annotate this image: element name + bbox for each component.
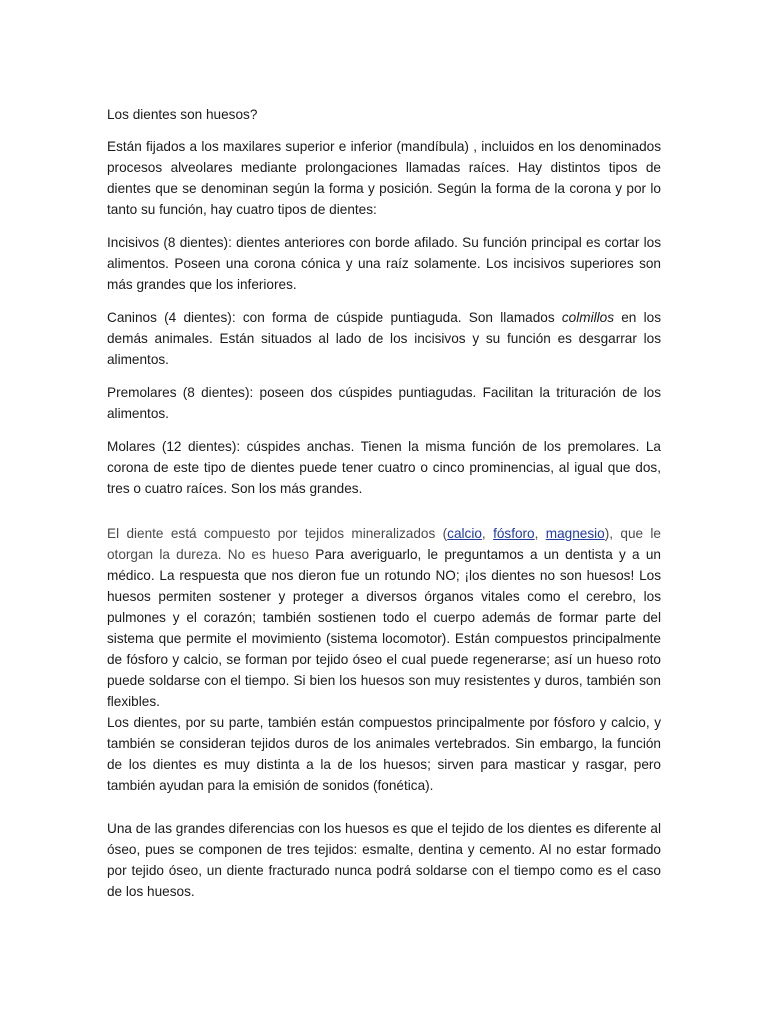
link-separator: ,: [481, 526, 494, 541]
composition-body: Para averiguarlo, le preguntamos a un dentista y a un médico. La respuesta que nos dieron fue un rotundo NO; ¡los dientes no son huesos! Los huesos permiten sostener y proteger a diversos órganos vitales como el cerebro, los pulmones y el corazón; también sostienen todo el cuerpo además de formar parte del sistema que permite el movimiento (sistema locomotor). Están compuestos principalmente de fósforo y calcio, se forman por tejido óseo el cual puede regenerarse; así un hueso roto puede soldarse con el tiempo. Si bien los huesos son muy resistentes y duros, también son flexibles.: [107, 547, 661, 709]
composition-close: ), que le otorgan la dureza. No es hueso: [107, 526, 661, 562]
link-separator: ,: [534, 526, 546, 541]
link-calcio[interactable]: calcio: [447, 526, 482, 541]
caninos-text: Caninos (4 dientes): con forma de cúspide puntiaguda. Son llamados: [107, 310, 562, 325]
composition-lead: El diente está compuesto por tejidos mineralizados (: [107, 526, 448, 541]
caninos-paragraph: [107, 307, 661, 370]
composition-paragraph: [107, 523, 661, 712]
molares-paragraph: Molares (12 dientes): cúspides anchas. Tienen la misma función de los premolares. La corona de este tipo de dientes puede tener cuatro o cinco prominencias, al igual que dos, tres o cuatro raíces. Son los más grandes.: [107, 439, 661, 496]
conclusion-paragraph: Una de las grandes diferencias con los huesos es que el tejido de los dientes es diferente al óseo, pues se componen de tres tejidos: esmalte, dentina y cemento. Al no estar formado por tejido óseo, un diente fracturado nunca podrá soldarse con el tiempo como es el caso de los huesos.: [107, 821, 661, 899]
link-fosforo[interactable]: fósforo: [493, 526, 535, 541]
premolares-paragraph: Premolares (8 dientes): poseen dos cúspides puntiagudas. Facilitan la trituración de los alimentos.: [107, 385, 661, 421]
document-title: Los dientes son huesos?: [107, 107, 258, 122]
document-page: [107, 104, 661, 902]
link-magnesio[interactable]: magnesio: [545, 526, 605, 541]
colmillos-term: colmillos: [561, 310, 614, 325]
teeth-composition-paragraph: Los dientes, por su parte, también están compuestos principalmente por fósforo y calcio, y también se consideran tejidos duros de los animales vertebrados. Sin embargo, la función de los dientes es muy distinta a la de los huesos; sirven para masticar y rasgar, pero también ayudan para la emisión de sonidos (fonética).: [107, 715, 661, 793]
incisivos-paragraph: Incisivos (8 dientes): dientes anteriores con borde afilado. Su función principal es cortar los alimentos. Poseen una corona cónica y una raíz solamente. Los incisivos superiores son más grandes que los inferiores.: [107, 235, 661, 292]
caninos-text-end: en los demás animales. Están situados al lado de los incisivos y su función es desgarrar los alimentos.: [107, 310, 661, 367]
intro-paragraph: Están fijados a los maxilares superior e inferior (mandíbula) , incluidos en los denominados procesos alveolares mediante prolongaciones llamadas raíces. Hay distintos tipos de dientes que se denominan según la forma y posición. Según la forma de la corona y por lo tanto su función, hay cuatro tipos de dientes:: [107, 139, 661, 217]
